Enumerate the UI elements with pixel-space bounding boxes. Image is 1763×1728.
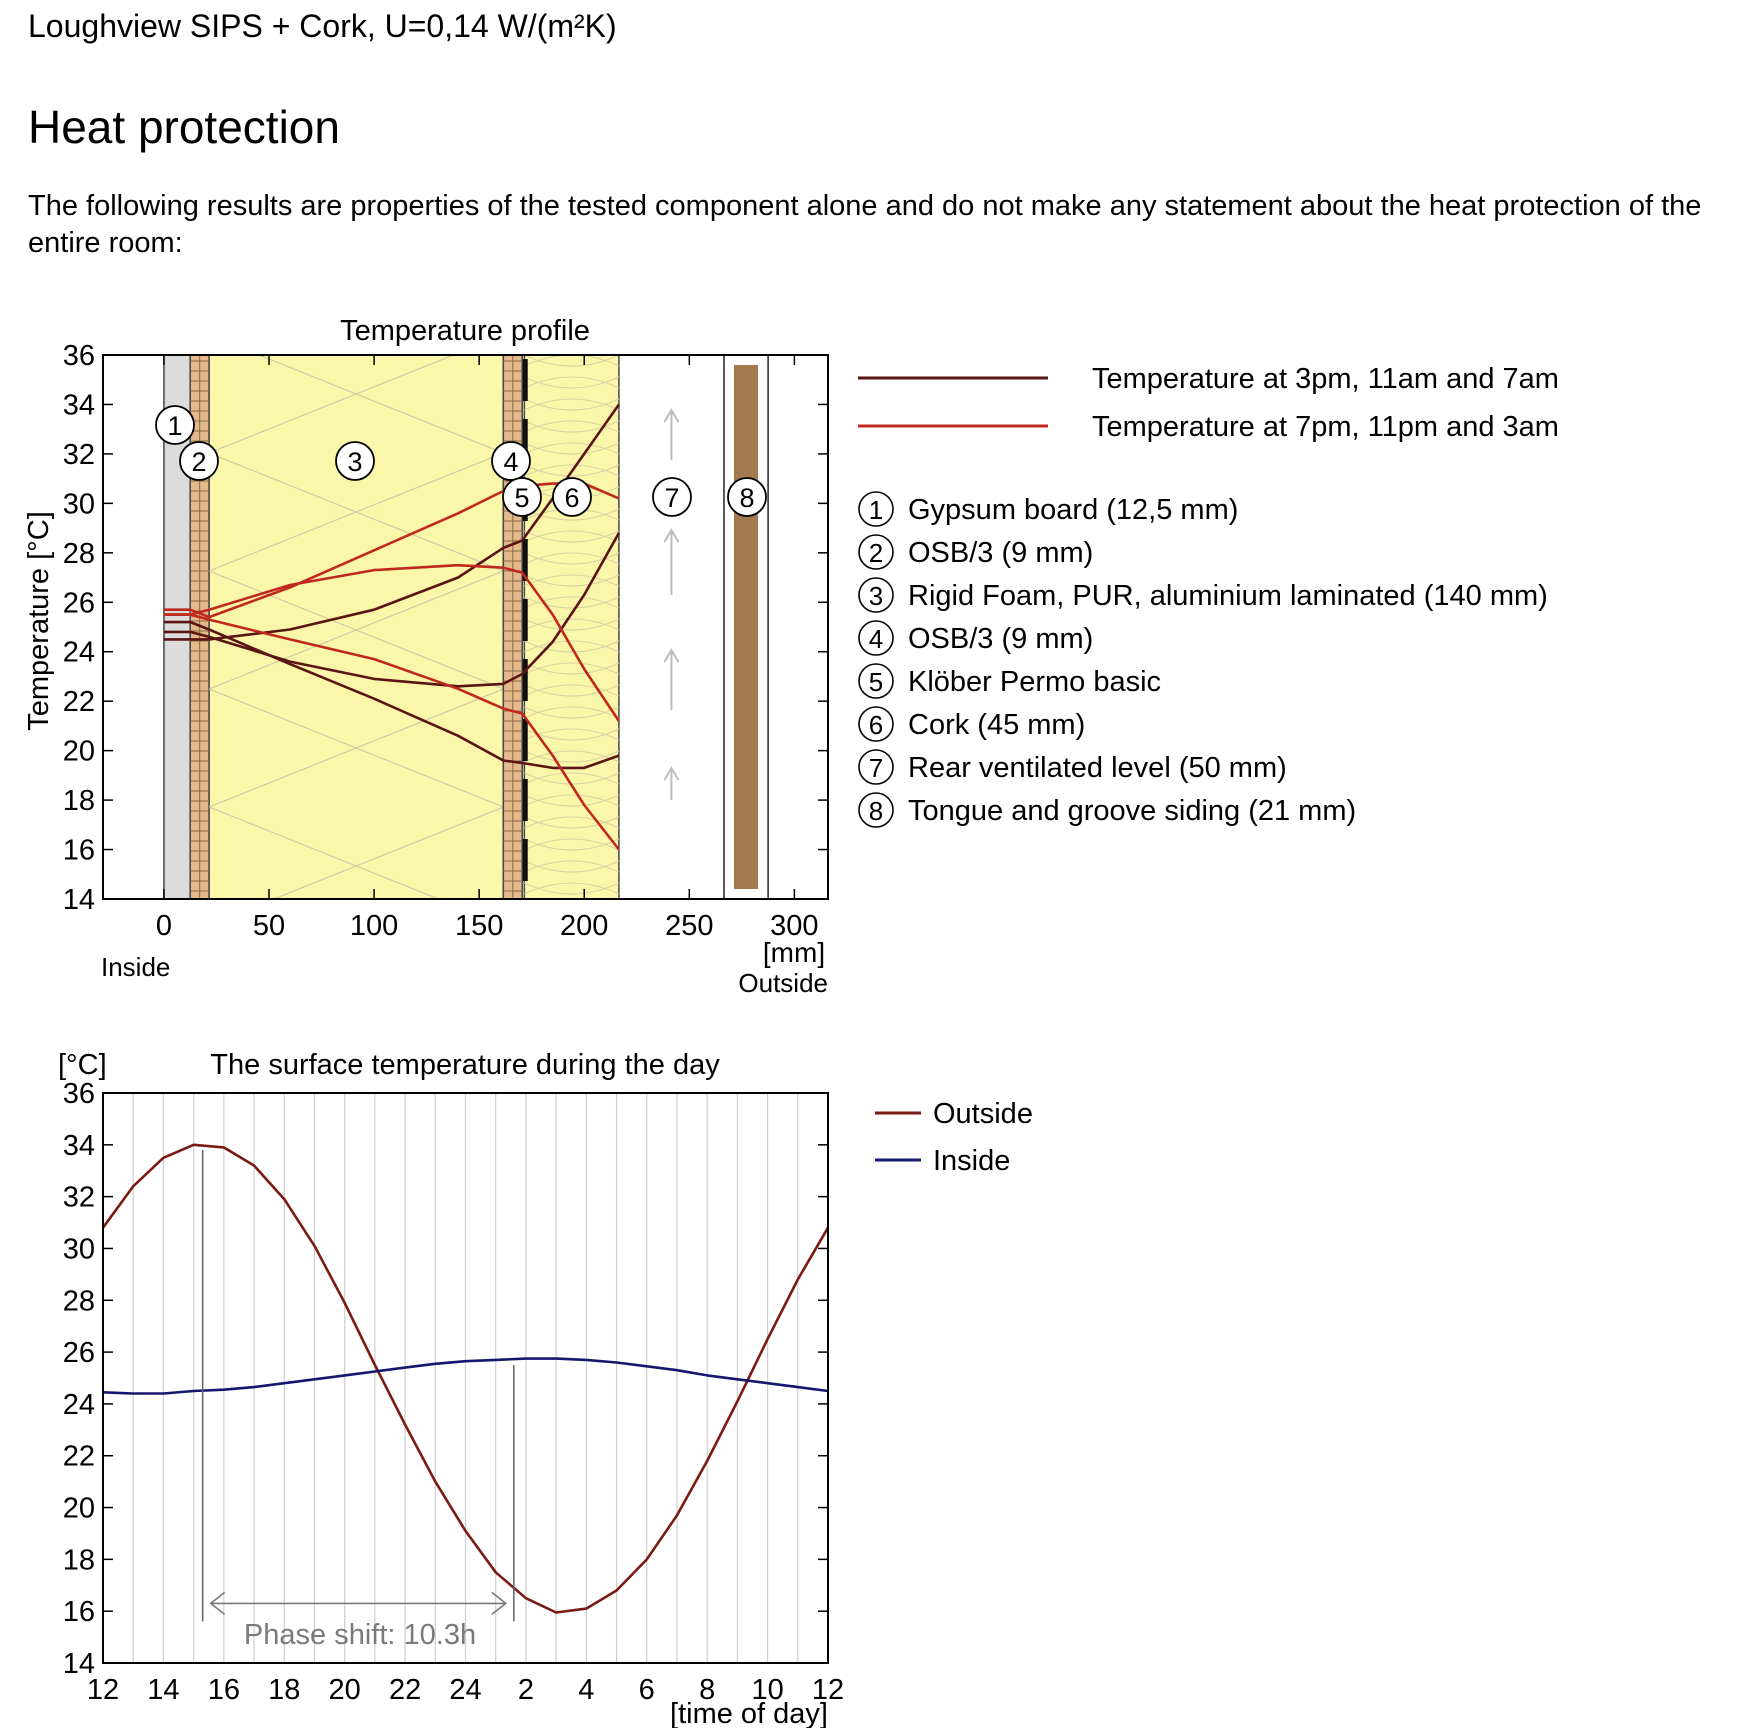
x-tick-label: 2 xyxy=(517,1674,534,1706)
x-tick-label: 150 xyxy=(454,910,504,942)
legend-label-cool: Temperature at 7pm, 11pm and 3am xyxy=(1092,411,1559,443)
layer-list-number: 1 xyxy=(868,495,884,525)
layer-list-number: 5 xyxy=(868,667,884,697)
y-tick-label: 34 xyxy=(62,389,95,422)
layer-badge-number: 8 xyxy=(739,483,755,513)
intro-text: The following results are properties of the tested component alone and do not make any statement about the heat protection of the entire room: xyxy=(28,190,1702,259)
layer-list-name: Rear ventilated level (50 mm) xyxy=(908,752,1287,784)
y-tick-label: 26 xyxy=(62,587,95,620)
layer-badge-number: 3 xyxy=(347,447,363,477)
x-tick-label: 100 xyxy=(349,910,399,942)
chart1-ylabel: Temperature [°C] xyxy=(23,511,55,731)
layer-list-name: OSB/3 (9 mm) xyxy=(908,537,1094,569)
y-tick-label: 14 xyxy=(62,1648,95,1680)
x-tick-label: 20 xyxy=(328,1674,361,1706)
layer-badge-number: 6 xyxy=(564,483,580,513)
layer-list-name: OSB/3 (9 mm) xyxy=(908,623,1094,655)
x-tick-label: 8 xyxy=(699,1674,716,1706)
component-subtitle: Loughview SIPS + Cork, U=0,14 W/(m²K) xyxy=(28,8,617,44)
layer-badge-number: 7 xyxy=(664,483,680,513)
y-tick-label: 34 xyxy=(62,1129,95,1162)
layer-list-name: Rigid Foam, PUR, aluminium laminated (140 mm) xyxy=(908,580,1548,612)
layer-badge-number: 2 xyxy=(191,447,207,477)
legend-label-inside: Inside xyxy=(933,1145,1011,1177)
y-tick-label: 24 xyxy=(62,636,95,669)
layer-list-name: Klöber Permo basic xyxy=(908,666,1162,698)
y-tick-label: 22 xyxy=(62,1440,95,1473)
x-tick-label: 10 xyxy=(751,1674,784,1706)
y-tick-label: 36 xyxy=(62,1078,95,1110)
page-title: Heat protection xyxy=(28,101,340,153)
x-tick-label: 22 xyxy=(388,1674,422,1706)
y-tick-label: 18 xyxy=(62,785,95,818)
x-tick-label: 0 xyxy=(155,910,173,942)
x-tick-label: 250 xyxy=(665,910,714,942)
y-tick-label: 24 xyxy=(62,1388,95,1421)
y-tick-label: 32 xyxy=(62,1181,95,1214)
y-tick-label: 20 xyxy=(62,735,95,768)
layer-list-name: Cork (45 mm) xyxy=(908,709,1086,741)
y-tick-label: 14 xyxy=(62,884,95,916)
layer-list-number: 6 xyxy=(868,710,884,740)
y-tick-label: 30 xyxy=(62,1233,95,1266)
y-tick-label: 28 xyxy=(62,1285,95,1318)
x-tick-label: 6 xyxy=(638,1674,655,1706)
y-tick-label: 22 xyxy=(62,686,95,719)
x-tick-label: 50 xyxy=(252,910,286,942)
x-tick-label: 18 xyxy=(268,1674,301,1706)
y-tick-label: 16 xyxy=(62,834,95,867)
chart1-title: Temperature profile xyxy=(340,315,590,347)
layer-list-number: 2 xyxy=(868,538,884,568)
y-tick-label: 18 xyxy=(62,1544,95,1577)
layer-list-number: 4 xyxy=(868,624,884,654)
y-tick-label: 32 xyxy=(62,438,95,471)
x-tick-label: 200 xyxy=(560,910,609,942)
layer-list-number: 7 xyxy=(868,753,884,783)
chart1-outside-label: Outside xyxy=(738,968,828,998)
x-tick-label: 24 xyxy=(449,1674,482,1706)
x-tick-label: 16 xyxy=(207,1674,240,1706)
chart1-inside-label: Inside xyxy=(101,952,171,982)
legend-label-outside: Outside xyxy=(933,1098,1033,1130)
y-tick-label: 36 xyxy=(62,340,95,372)
layer-list-number: 3 xyxy=(868,581,884,611)
y-tick-label: 26 xyxy=(62,1337,95,1370)
x-tick-label: 300 xyxy=(770,910,819,942)
layer-badge-number: 1 xyxy=(167,411,183,441)
layer-list-name: Gypsum board (12,5 mm) xyxy=(908,494,1239,526)
phase-shift-label: Phase shift: 10.3h xyxy=(243,1619,477,1651)
x-tick-label: 14 xyxy=(147,1674,180,1706)
layer-list-number: 8 xyxy=(868,796,884,826)
x-tick-label: 12 xyxy=(86,1674,120,1706)
x-tick-label: 12 xyxy=(811,1674,845,1706)
chart2-xlabel: [time of day] xyxy=(670,1698,828,1728)
y-tick-label: 20 xyxy=(62,1492,95,1525)
chart2-title: The surface temperature during the day xyxy=(210,1049,720,1081)
y-tick-label: 30 xyxy=(62,488,95,521)
y-tick-label: 16 xyxy=(62,1596,95,1629)
legend-label-warm: Temperature at 3pm, 11am and 7am xyxy=(1092,363,1559,395)
y-tick-label: 28 xyxy=(62,537,95,570)
phase-shift-arrow-icon xyxy=(211,1592,506,1614)
x-tick-label: 4 xyxy=(578,1674,595,1706)
layer-badge-number: 4 xyxy=(503,447,519,477)
layer-list-name: Tongue and groove siding (21 mm) xyxy=(908,795,1357,827)
chart2-ylabel: [°C] xyxy=(58,1049,107,1081)
layer-badge-number: 5 xyxy=(514,483,530,513)
chart1-xlabel: [mm] xyxy=(762,937,826,968)
